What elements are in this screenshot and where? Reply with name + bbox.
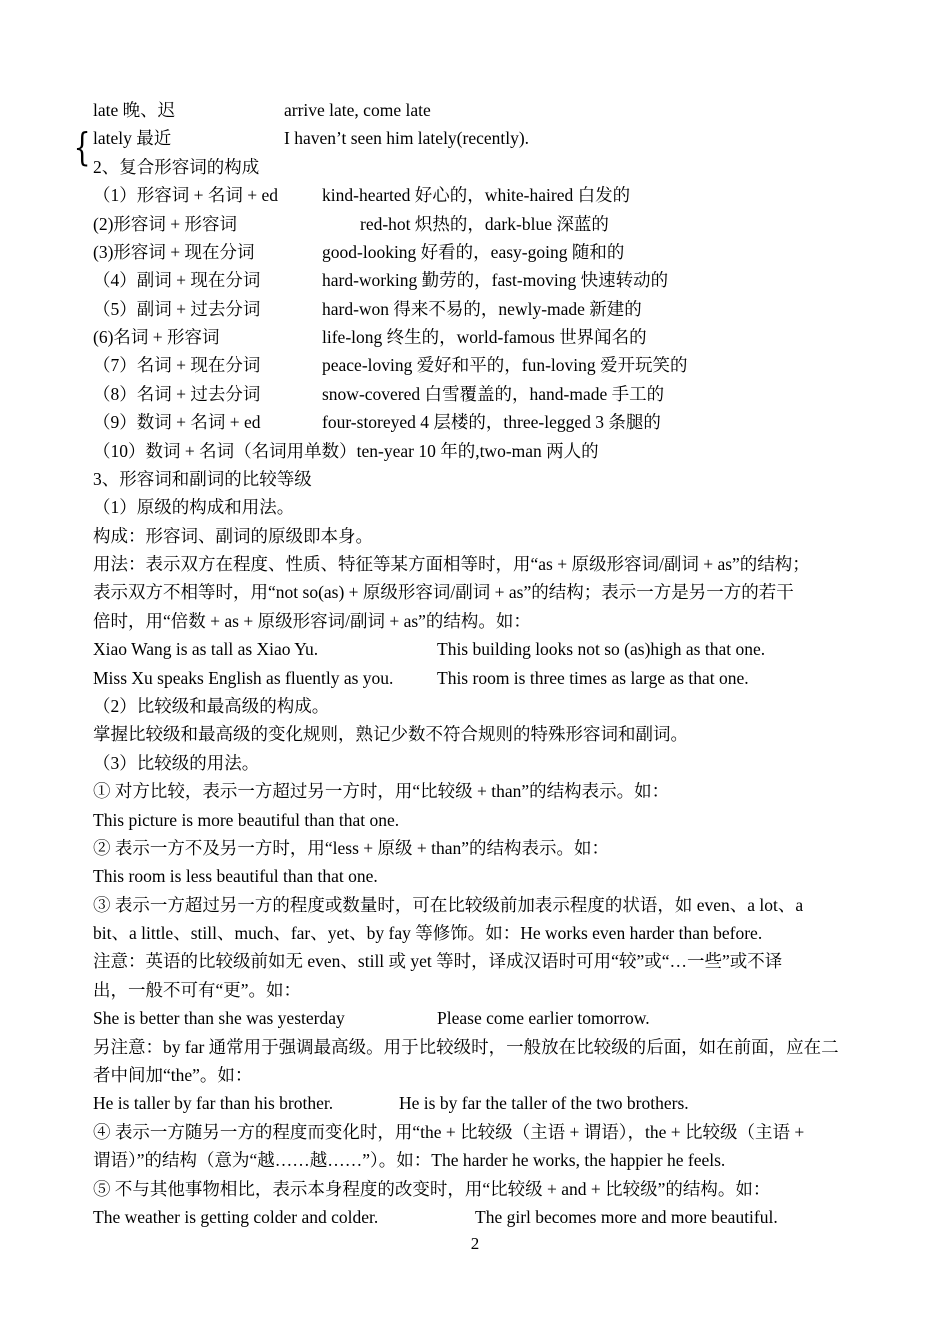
text-line-secondary: four-storeyed 4 层楼的，three-legged 3 条腿的: [322, 412, 661, 432]
text-line-primary: 注意：英语的比较级前如无 even、still 或 yet 等时，译成汉语时可用“较”或“…一些”或不译: [93, 951, 783, 971]
text-line: [93, 550, 873, 578]
text-line: [93, 692, 873, 720]
text-line: [93, 493, 873, 521]
text-line-primary: 另注意：by far 通常用于强调最高级。用于比较级时，一般放在比较级的后面，如在前面，应在二: [93, 1037, 839, 1057]
text-line: [93, 124, 873, 152]
text-line-primary: （8）名词 + 过去分词: [93, 384, 261, 404]
text-line-secondary: Please come earlier tomorrow.: [437, 1008, 650, 1028]
text-line: [93, 1004, 873, 1032]
text-line-secondary: This building looks not so (as)high as that one.: [437, 639, 766, 659]
text-line-primary: 构成：形容词、副词的原级即本身。: [93, 526, 373, 546]
text-line: [93, 380, 873, 408]
text-line-primary: 倍时，用“倍数 + as + 原级形容词/副词 + as”的结构。如：: [93, 611, 531, 631]
text-line-primary: (2)形容词 + 形容词: [93, 214, 238, 234]
text-line: [93, 181, 873, 209]
text-line: [93, 465, 873, 493]
text-line: [93, 1033, 873, 1061]
text-line-primary: This room is less beautiful than that one.: [93, 866, 378, 886]
text-line-primary: 者中间加“the”。如：: [93, 1065, 253, 1085]
brace-symbol: {: [73, 125, 91, 169]
text-line-primary: She is better than she was yesterday: [93, 1008, 345, 1028]
text-line-secondary: He is by far the taller of the two brothers.: [399, 1093, 689, 1113]
text-line: [93, 408, 873, 436]
text-line-primary: lately 最近: [93, 128, 172, 148]
text-line-secondary: snow-covered 白雪覆盖的，hand-made 手工的: [322, 384, 665, 404]
text-line: [93, 153, 873, 181]
text-line-primary: ② 表示一方不及另一方时，用“less + 原级 + than”的结构表示。如：: [93, 838, 610, 858]
text-line-primary: （9）数词 + 名词 + ed: [93, 412, 261, 432]
text-line: [93, 1203, 873, 1231]
text-line-secondary: good-looking 好看的，easy-going 随和的: [322, 242, 625, 262]
text-line-primary: （1）形容词 + 名词 + ed: [93, 185, 279, 205]
text-line-primary: （10）数词 + 名词（名词用单数）ten-year 10 年的,two-man 两人的: [93, 441, 599, 461]
text-line: [93, 351, 873, 379]
text-line: [93, 96, 873, 124]
text-line-primary: （7）名词 + 现在分词: [93, 355, 261, 375]
text-line-primary: The weather is getting colder and colder.: [93, 1207, 379, 1227]
text-line-primary: ④ 表示一方随另一方的程度而变化时，用“the + 比较级（主语 + 谓语），the + 比较级（主语 +: [93, 1122, 805, 1142]
text-line-primary: (6)名词 + 形容词: [93, 327, 220, 347]
text-line-primary: Xiao Wang is as tall as Xiao Yu.: [93, 639, 319, 659]
text-line-primary: ⑤ 不与其他事物相比，表示本身程度的改变时，用“比较级 + and + 比较级”的结构。如：: [93, 1179, 771, 1199]
text-line-secondary: This room is three times as large as that one.: [437, 668, 749, 688]
text-line-secondary: hard-won 得来不易的，newly-made 新建的: [322, 299, 642, 319]
text-line: [93, 607, 873, 635]
text-line-primary: （5）副词 + 过去分词: [93, 299, 261, 319]
text-line: [93, 1089, 873, 1117]
text-line-primary: This picture is more beautiful than that one.: [93, 810, 400, 830]
text-line: [93, 210, 873, 238]
text-line-primary: （4）副词 + 现在分词: [93, 270, 261, 290]
text-line-primary: 用法：表示双方在程度、性质、特征等某方面相等时，用“as + 原级形容词/副词 + as”的结构；: [93, 554, 810, 574]
text-line-secondary: The girl becomes more and more beautiful.: [475, 1207, 778, 1227]
text-line-secondary: arrive late, come late: [284, 100, 431, 120]
text-line: [93, 891, 873, 919]
text-line-primary: 3、形容词和副词的比较等级: [93, 469, 312, 489]
text-line-primary: ① 对方比较，表示一方超过另一方时，用“比较级 + than”的结构表示。如：: [93, 781, 670, 801]
text-line: [93, 522, 873, 550]
text-line-secondary: I haven’t seen him lately(recently).: [284, 128, 530, 148]
text-line: [93, 323, 873, 351]
text-line-secondary: kind-hearted 好心的，white-haired 白发的: [322, 185, 631, 205]
text-line-primary: 表示双方不相等时，用“not so(as) + 原级形容词/副词 + as”的结构；表示一方是另一方的若干: [93, 582, 794, 602]
text-line-primary: late 晚、迟: [93, 100, 176, 120]
text-line: [93, 437, 873, 465]
text-line-primary: 出，一般不可有“更”。如：: [93, 980, 302, 1000]
text-line-primary: （1）原级的构成和用法。: [93, 497, 295, 517]
text-line: [93, 834, 873, 862]
text-line-secondary: red-hot 炽热的，dark-blue 深蓝的: [360, 214, 609, 234]
text-line: [93, 635, 873, 663]
text-line: [93, 238, 873, 266]
text-line: [93, 806, 873, 834]
text-line-primary: （3）比较级的用法。: [93, 753, 260, 773]
text-line: [93, 720, 873, 748]
text-line-secondary: hard-working 勤劳的，fast-moving 快速转动的: [322, 270, 669, 290]
text-line: [93, 578, 873, 606]
text-line: [93, 1175, 873, 1203]
text-line: [93, 1146, 873, 1174]
text-line: [93, 1061, 873, 1089]
text-line: [93, 664, 873, 692]
text-line: [93, 295, 873, 323]
text-line: [93, 947, 873, 975]
text-line-primary: (3)形容词 + 现在分词: [93, 242, 255, 262]
text-line-primary: bit、a little、still、much、far、yet、by fay 等修饰。如：He works even harder than before.: [93, 923, 763, 943]
text-line-primary: ③ 表示一方超过另一方的程度或数量时，可在比较级前加表示程度的状语，如 even、a lot、a: [93, 895, 804, 915]
text-line-primary: （2）比较级和最高级的构成。: [93, 696, 330, 716]
text-line: [93, 976, 873, 1004]
text-line-primary: 谓语）”的结构（意为“越……越……”）。如：The harder he works, the happier he feels.: [93, 1150, 726, 1170]
text-line: [93, 266, 873, 294]
text-line-secondary: life-long 终生的，world-famous 世界闻名的: [322, 327, 647, 347]
text-line: [93, 862, 873, 890]
text-line: [93, 1118, 873, 1146]
page-number: 2: [470, 1234, 480, 1253]
text-line: [93, 749, 873, 777]
text-line-secondary: peace-loving 爱好和平的，fun-loving 爱开玩笑的: [322, 355, 688, 375]
text-line-primary: He is taller by far than his brother.: [93, 1093, 334, 1113]
text-line: [93, 777, 873, 805]
text-line-primary: Miss Xu speaks English as fluently as you.: [93, 668, 394, 688]
text-line: [93, 919, 873, 947]
text-line-primary: 2、复合形容词的构成: [93, 157, 260, 177]
text-line-primary: 掌握比较级和最高级的变化规则，熟记少数不符合规则的特殊形容词和副词。: [93, 724, 688, 744]
